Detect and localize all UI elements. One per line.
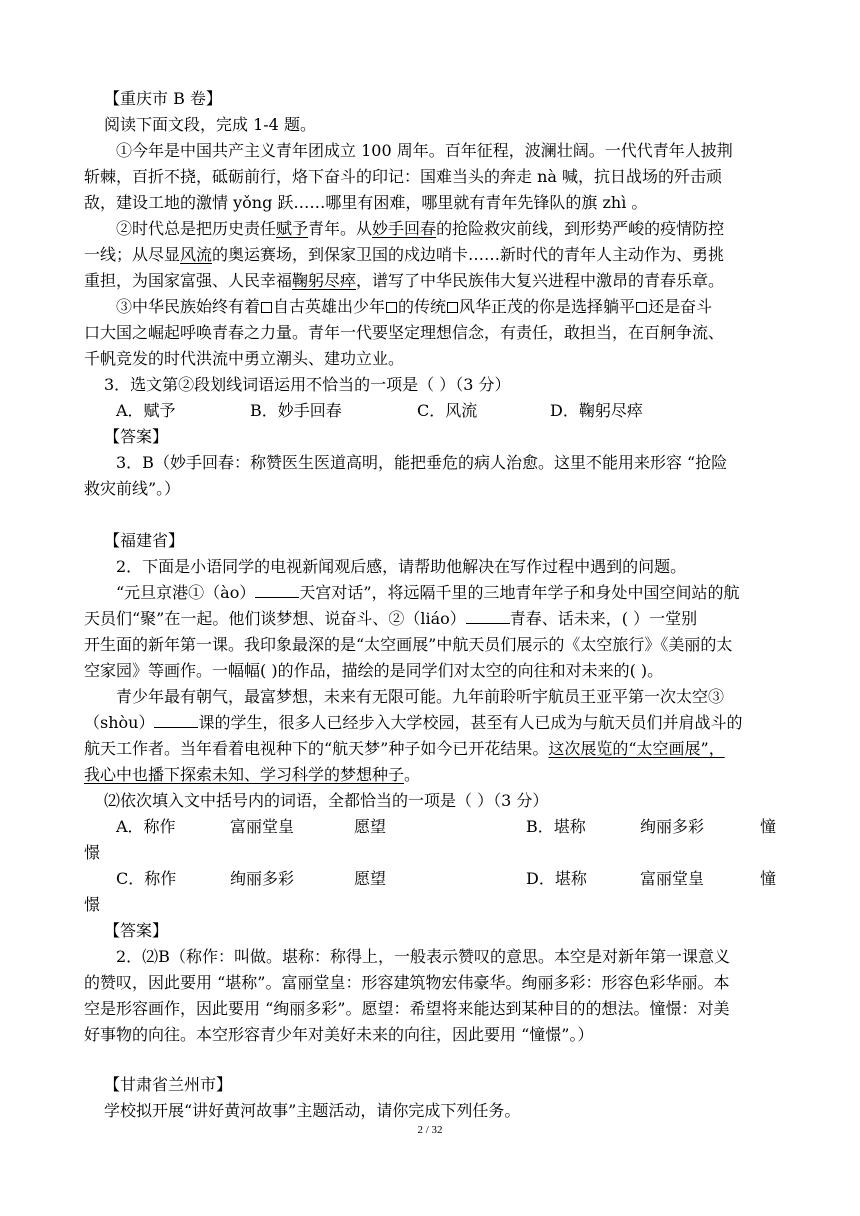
fill-blank (466, 607, 510, 624)
option-a: A．称作 (116, 817, 176, 836)
page-number: 2 / 32 (417, 1124, 443, 1136)
option-b: B．妙手回春 (250, 401, 342, 420)
option-d: D．鞠躬尽瘁 (550, 401, 643, 420)
option-a: A．赋予 (116, 401, 176, 420)
option-d-word3: 憧 (760, 869, 777, 888)
underlined-word: 鞠躬尽瘁 (292, 271, 357, 290)
section-intro: 学校拟开展“讲好黄河故事”主题活动，请你完成下列任务。 (104, 1101, 521, 1120)
paragraph-line: 我心中也播下探索未知、学习科学的梦想种子。 (84, 765, 421, 784)
paragraph-line: 天员们“聚”在一起。他们谈梦想、说奋斗、②（liáo） 青春、话未来，( ）一堂别 (84, 609, 698, 628)
underlined-word: 风流 (180, 245, 213, 264)
paragraph-line: 重担，为国家富强、人民幸福鞠躬尽瘁，谱写了中华民族伟大复兴进程中激昂的青春乐章。 (84, 271, 725, 290)
blank-box (636, 302, 647, 313)
option-c: C．风流 (417, 401, 478, 420)
answer-text: 的赞叹，因此要用 “堪称”。富丽堂皇：形容建筑物宏伟豪华。绚丽多彩：形容色彩华丽。本 (84, 973, 730, 992)
fill-blank (154, 711, 198, 728)
option-b-word2: 绚丽多彩 (640, 817, 705, 836)
section-heading-lanzhou: 【甘肃省兰州市】 (104, 1075, 233, 1094)
underlined-word: 妙手回春 (372, 219, 437, 238)
option-wrap: 憬 (84, 843, 101, 862)
option-d: D．堪称 (526, 869, 587, 888)
answer-label: 【答案】 (104, 427, 169, 446)
paragraph-line: ③中华民族始终有着 自古英雄出少年 的传统 风华正茂的你是选择躺平 还是奋斗 (116, 297, 713, 316)
question-3: 3．选文第②段划线词语运用不恰当的一项是（ ）（3 分） (104, 375, 511, 394)
option-c-word2: 绚丽多彩 (230, 869, 295, 888)
paragraph-line: “元旦京港①（ào） 天宫对话”，将远隔千里的三地青年学子和身处中国空间站的航 (116, 583, 740, 602)
answer-label: 【答案】 (104, 921, 169, 940)
paragraph-line: ②时代总是把历史责任赋予青年。从妙手回春的抢险救灾前线，到形势严峻的疫情防控 (116, 219, 725, 238)
paragraph-line: 青少年最有朝气，最富梦想，未来有无限可能。九年前聆听宇航员王亚平第一次太空③ (116, 687, 725, 706)
paragraph-line: 口大国之崛起呼唤青春之力量。青年一代要坚定理想信念，有责任，敢担当，在百舸争流、 (84, 323, 725, 342)
underlined-word: 赋予 (276, 219, 309, 238)
paragraph-line: 航天工作者。当年看着电视种下的“航天梦”种子如今已开花结果。这次展览的“太空画展”， (84, 739, 725, 758)
option-a-word3: 愿望 (354, 817, 387, 836)
answer-text: 空是形容画作，因此要用 “绚丽多彩”。愿望：希望将来能达到某种目的的想法。憧憬：对美 (84, 999, 730, 1018)
answer-text: 2．⑵B（称作：叫做。堪称：称得上，一般表示赞叹的意思。本空是对新年第一课意义 (116, 947, 730, 966)
option-c-word3: 愿望 (354, 869, 387, 888)
paragraph-line: （shòu） 课的学生，很多人已经步入大学校园，甚至有人已成为与航天员们并肩战斗的 (84, 713, 743, 732)
option-b-word3: 憧 (760, 817, 777, 836)
answer-text: 3．B（妙手回春：称赞医生医道高明，能把垂危的病人治愈。这里不能用来形容 “抢险 (116, 453, 728, 472)
option-d-word2: 富丽堂皇 (640, 869, 705, 888)
paragraph-line: 一线；从尽显风流的奥运赛场，到保家卫国的戍边哨卡……新时代的青年人主动作为、勇挑 (84, 245, 725, 264)
options-row (84, 814, 784, 840)
options-row (84, 398, 784, 424)
paragraph-line: 开生面的新年第一课。我印象最深的是“太空画展”中航天员们展示的《太空旅行》《美丽的太 (84, 635, 733, 654)
underlined-sentence: 我心中也播下探索未知、学习科学的梦想种子 (84, 765, 405, 784)
options-row (84, 866, 784, 892)
section-heading-fujian: 【福建省】 (104, 531, 185, 550)
question-intro: 2．下面是小语同学的电视新闻观后感，请帮助他解决在写作过程中遇到的问题。 (116, 557, 687, 576)
paragraph-line: 空家园》等画作。一幅幅( )的作品，描绘的是同学们对太空的向往和对未来的( )。 (84, 661, 664, 680)
question-2-2: ⑵依次填入文中括号内的词语，全都恰当的一项是（ ）（3 分） (104, 791, 549, 810)
underlined-sentence: 这次展览的“太空画展”， (548, 739, 725, 758)
option-c: C．称作 (116, 869, 177, 888)
section-intro: 阅读下面文段，完成 1-4 题。 (104, 115, 316, 134)
paragraph-line: 斩棘，百折不挠，砥砺前行，烙下奋斗的印记：国难当头的奔走 nà 喊，抗日战场的歼击顽 (84, 167, 723, 186)
paragraph-line: 敌，建设工地的激情 yǒng 跃……哪里有困难，哪里就有青年先锋队的旗 zhì 。 (84, 193, 648, 212)
fill-blank (255, 581, 299, 598)
option-a-word2: 富丽堂皇 (230, 817, 295, 836)
option-wrap: 憬 (84, 895, 101, 914)
blank-box (261, 302, 272, 313)
answer-text: 救灾前线”。） (84, 479, 181, 498)
paragraph-line: ①今年是中国共产主义青年团成立 100 周年。百年征程，波澜壮阔。一代代青年人披荆 (116, 141, 733, 160)
blank-box (447, 302, 458, 313)
section-heading-chongqing: 【重庆市 B 卷】 (104, 89, 222, 108)
paragraph-line: 千帆竞发的时代洪流中勇立潮头、建功立业。 (84, 349, 405, 368)
answer-text: 好事物的向往。本空形容青少年对美好未来的向往，因此要用 “憧憬”。） (84, 1025, 594, 1044)
blank-box (386, 302, 397, 313)
option-b: B．堪称 (526, 817, 586, 836)
